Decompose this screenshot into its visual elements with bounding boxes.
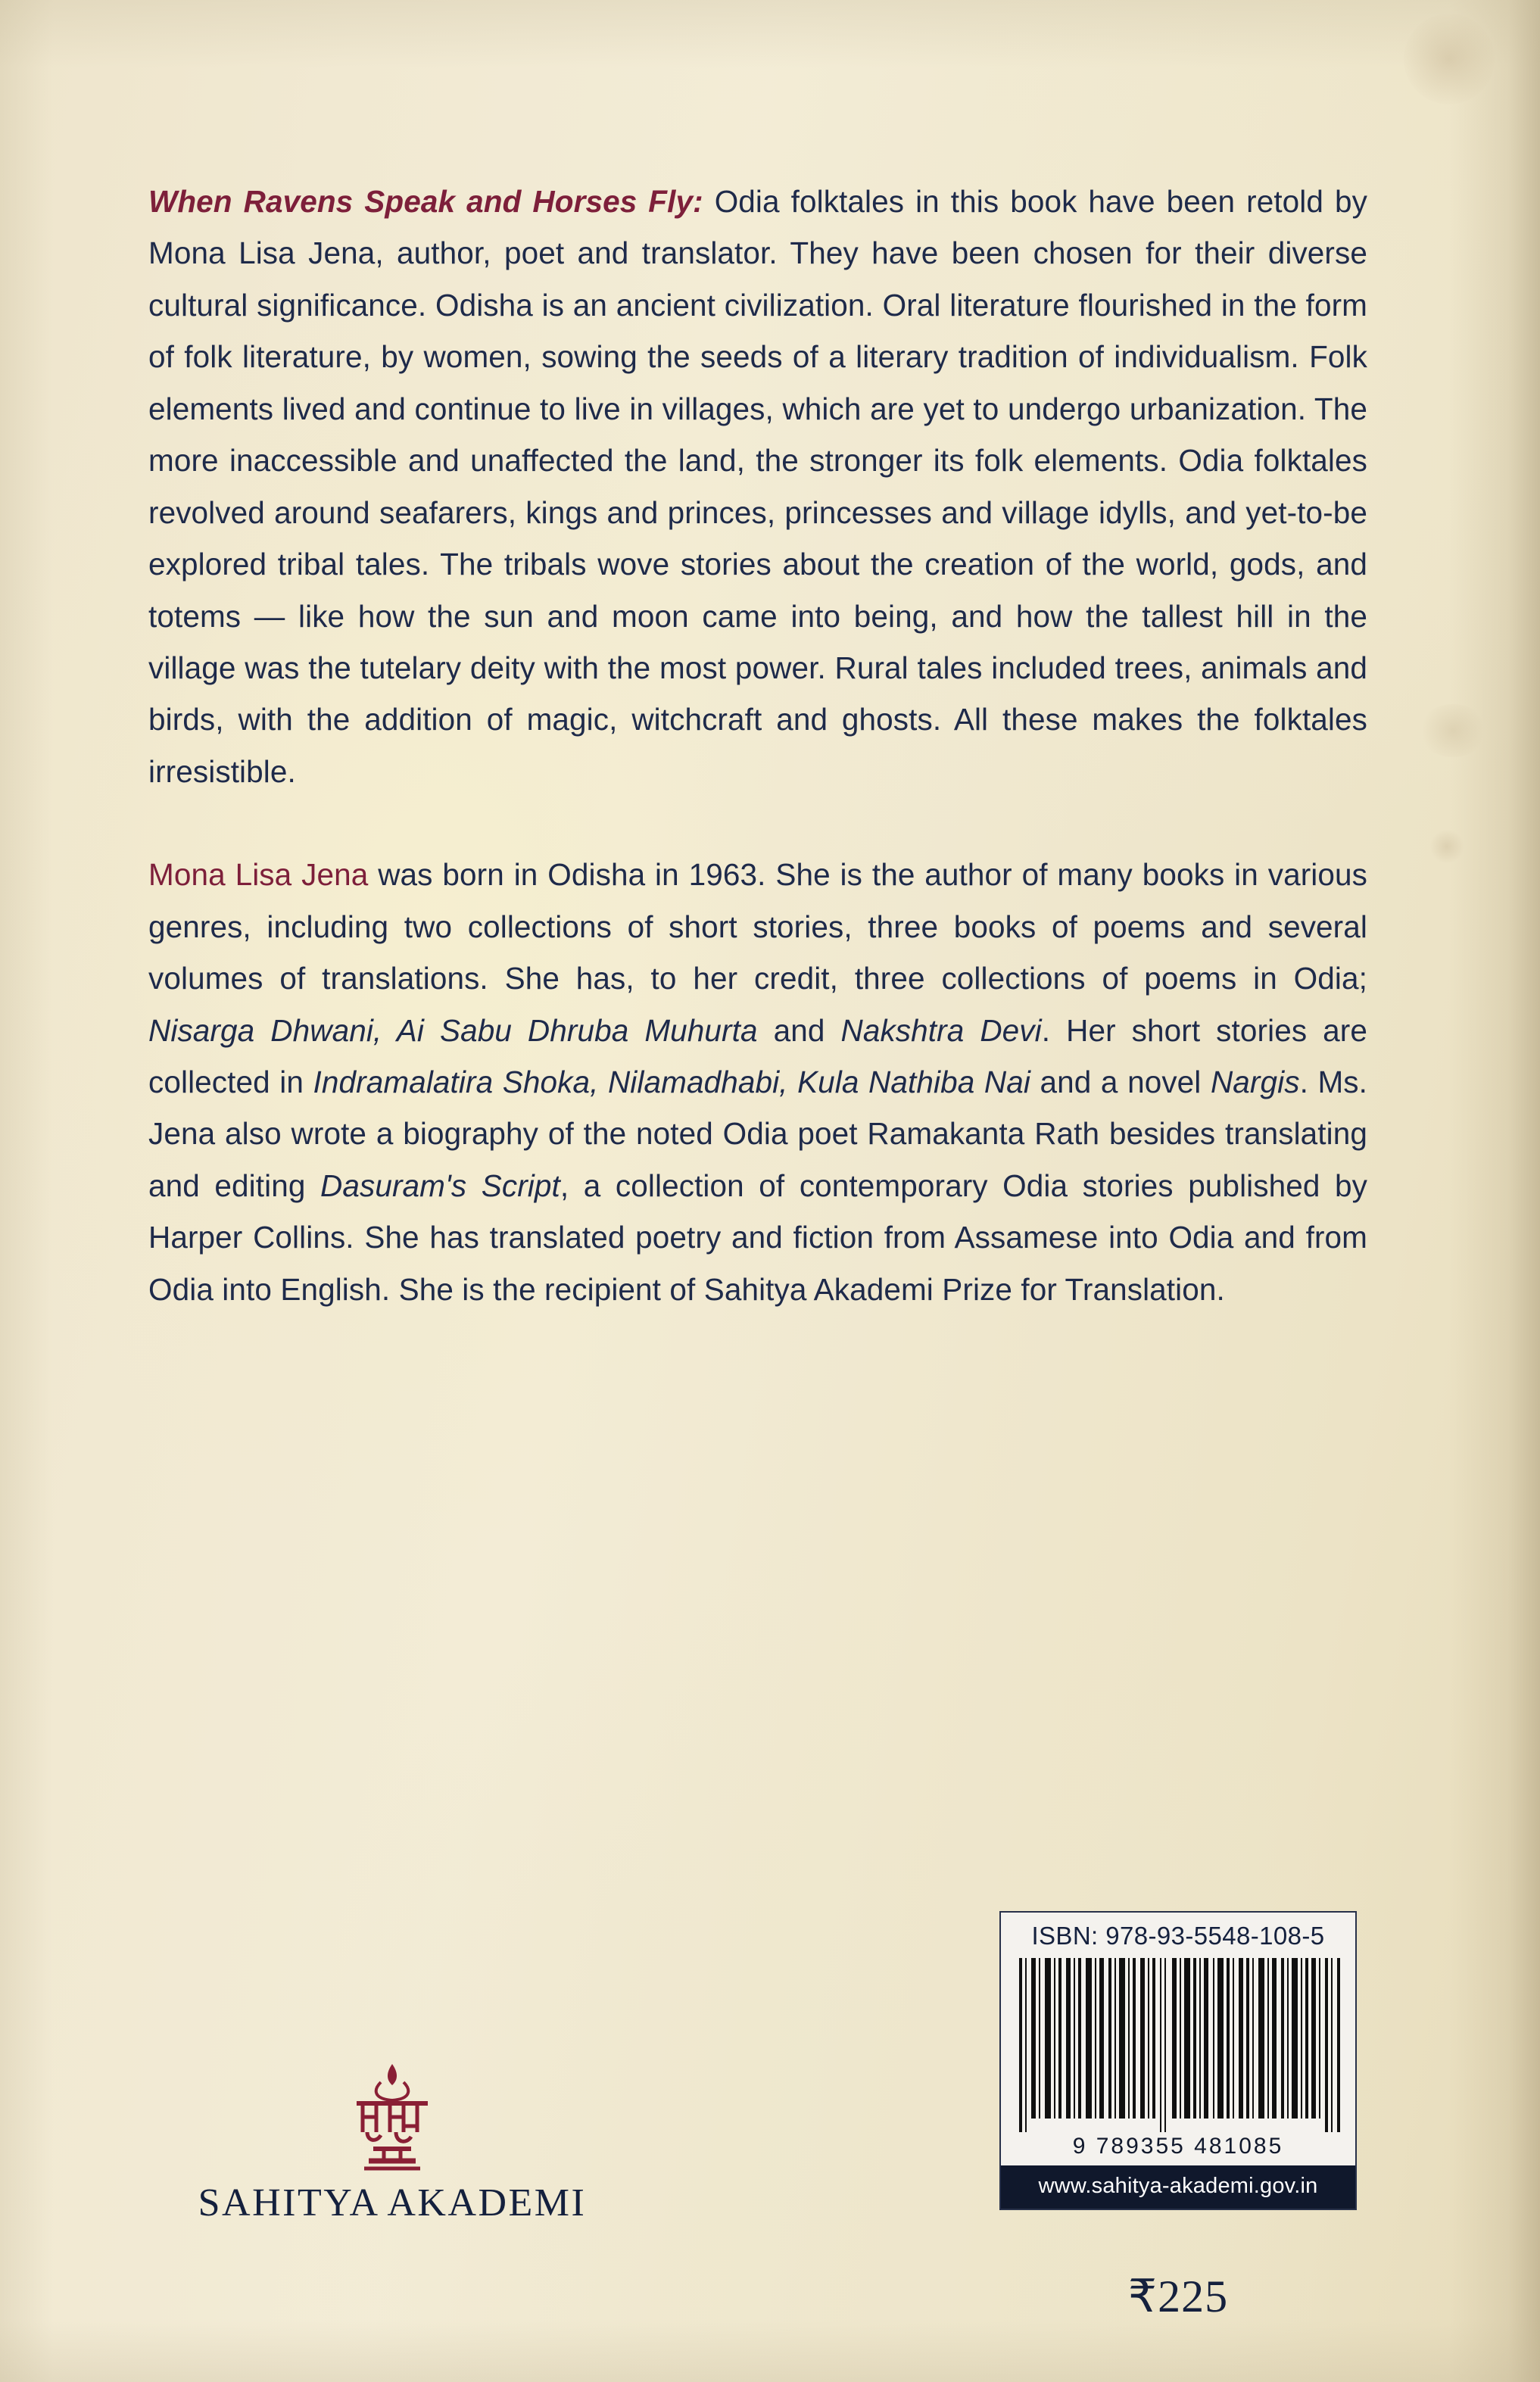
barcode-digits: 9 789355 481085 bbox=[1072, 2134, 1284, 2159]
author-works-poems: Nisarga Dhwani, Ai Sabu Dhruba Muhurta bbox=[148, 1012, 758, 1048]
isbn-barcode-block bbox=[999, 1911, 1357, 2210]
author-bio-part-5: . Ms. Jena also wrote a biography of the noted Odia poet Ramakanta Rath besides translating and editing bbox=[148, 1065, 1368, 1203]
scan-edge-shadow-right bbox=[1449, 0, 1540, 2382]
author-bio-part-6: , a collection of contemporary Odia stories published by Harper Collins. She has translated poetry and fiction from Assamese into Odia and from Odia into English. She is the recipient of Sahitya Akademi Prize for Translation. bbox=[148, 1168, 1368, 1307]
author-bio-part-4: and a novel bbox=[1030, 1065, 1211, 1099]
barcode-icon bbox=[1015, 1958, 1345, 2132]
scan-edge-shadow-left bbox=[0, 0, 53, 2382]
book-title: When Ravens Speak and Horses Fly: bbox=[148, 184, 703, 219]
paper-stain bbox=[1429, 829, 1464, 864]
author-bio-part-3: . Her short stories are collected in bbox=[148, 1012, 1367, 1099]
price-label: ₹225 bbox=[1127, 2271, 1229, 2321]
author-name: Mona Lisa Jena bbox=[148, 857, 369, 893]
author-works-edited: Dasuram's Script bbox=[320, 1168, 560, 1203]
book-blurb-body: Odia folktales in this book have been retold by Mona Lisa Jena, author, poet and translator. They have been chosen for their diverse cultural significance. Odisha is an ancient civilization. Oral literature flourished in the form of folk literature, by women, sowing the seeds of a literary tradition of individualism. Folk elements lived and continue to live in villages, which are yet to undergo urbanization. The more inaccessible and unaffected the land, the stronger its folk elements. Odia folktales revolved around seafarers, kings and princes, princesses and village idylls, and yet-to-be explored tribal tales. The tribals wove stories about the creation of the world, gods, and totems — like how the sun and moon came into being, and how the tallest hill in the village was the tutelary deity with the most power. Rural tales included trees, animals and birds, with the addition of magic, witchcraft and ghosts. All these makes the folktales irresistible. bbox=[148, 184, 1367, 789]
paper-stain bbox=[1404, 14, 1495, 104]
author-works-poems-2: Nakshtra Devi bbox=[840, 1012, 1042, 1048]
publisher-block bbox=[165, 2059, 619, 2225]
author-works-stories: Indramalatira Shoka, Nilamadhabi, Kula Nathiba Nai bbox=[313, 1065, 1030, 1099]
sahitya-akademi-emblem-icon bbox=[320, 2059, 464, 2173]
back-cover-text-column bbox=[148, 176, 1367, 1315]
author-bio-part-1: was born in Odisha in 1963. She is the author of many books in various genres, including two collections of short stories, three books of poems and several volumes of translations. She has, to her credit, three collections of poems in Odia; bbox=[148, 857, 1367, 996]
isbn-label: ISBN: 978-93-5548-108-5 bbox=[1031, 1922, 1325, 1950]
publisher-website-url: www.sahitya-akademi.gov.in bbox=[1001, 2165, 1355, 2209]
scan-edge-shadow-bottom bbox=[0, 2321, 1540, 2382]
scan-edge-shadow-top bbox=[0, 0, 1540, 68]
author-bio-part-2: and bbox=[757, 1012, 841, 1048]
author-bio-paragraph bbox=[148, 849, 1367, 1315]
author-works-novel: Nargis bbox=[1210, 1065, 1300, 1099]
paper-stain bbox=[1419, 704, 1487, 757]
publisher-name: SAHITYA AKADEMI bbox=[198, 2181, 587, 2225]
book-blurb-paragraph bbox=[148, 176, 1367, 797]
